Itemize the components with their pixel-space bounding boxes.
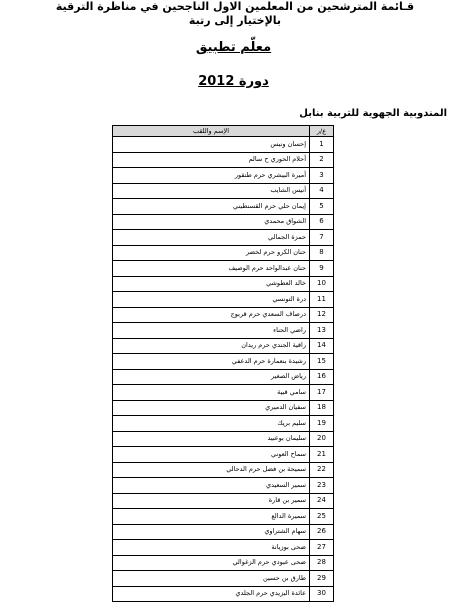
row-number: 27 — [310, 540, 334, 556]
candidates-table — [112, 125, 334, 602]
candidate-name: خالد العطوشي — [113, 276, 310, 292]
candidate-name: ضحى عبودي حرم الزغوالي — [113, 555, 310, 571]
row-number: 9 — [310, 261, 334, 277]
candidate-name: سهام الشتراوي — [113, 524, 310, 540]
row-number: 4 — [310, 183, 334, 199]
candidate-name: درة التونسي — [113, 292, 310, 308]
candidate-name: درصاف السعدي حرم قربوج — [113, 307, 310, 323]
candidate-name: حنان الكرو حرم لخضر — [113, 245, 310, 261]
table-row — [113, 168, 334, 184]
table-row — [113, 571, 334, 587]
row-number: 7 — [310, 230, 334, 246]
row-number: 16 — [310, 369, 334, 385]
table-row — [113, 493, 334, 509]
row-number: 11 — [310, 292, 334, 308]
document-subtitle: معلّم تطبيق — [195, 40, 272, 55]
candidate-name: حمزة الجمالي — [113, 230, 310, 246]
regional-office: المندوبية الجهوية للتربية بنابل — [299, 108, 447, 119]
row-number: 23 — [310, 478, 334, 494]
row-number: 24 — [310, 493, 334, 509]
row-number: 17 — [310, 385, 334, 401]
row-number: 15 — [310, 354, 334, 370]
candidate-name: أحلام الحوري ح سالم — [113, 152, 310, 168]
candidate-name: ضحى بوزيانة — [113, 540, 310, 556]
row-number: 18 — [310, 400, 334, 416]
row-number: 29 — [310, 571, 334, 587]
table-row — [113, 307, 334, 323]
document-title: قـائمة المترشحين من المعلمين الاول الناجحين في مناظرة الترقية بالإختيار إلى رتبة — [55, 0, 415, 27]
table-row — [113, 245, 334, 261]
candidate-name: أنيس الشايب — [113, 183, 310, 199]
table-row — [113, 152, 334, 168]
table-row — [113, 586, 334, 602]
row-number: 25 — [310, 509, 334, 525]
candidate-name: سميرة الدالع — [113, 509, 310, 525]
table-row — [113, 431, 334, 447]
candidate-name: عائدة البزيدي حرم الجلدي — [113, 586, 310, 602]
row-number: 12 — [310, 307, 334, 323]
table-row — [113, 416, 334, 432]
row-number: 30 — [310, 586, 334, 602]
row-number: 28 — [310, 555, 334, 571]
candidate-name: رشيدة بنعمارة حرم الدعفي — [113, 354, 310, 370]
candidate-name: إيمان حلي حرم القسنطيني — [113, 199, 310, 215]
row-number: 26 — [310, 524, 334, 540]
table-row — [113, 261, 334, 277]
candidate-name: راقية الجندي حرم ريدان — [113, 338, 310, 354]
table-row — [113, 338, 334, 354]
candidate-name: طارق بن حسين — [113, 571, 310, 587]
table-row — [113, 447, 334, 463]
candidate-name: سفيان الدميري — [113, 400, 310, 416]
table-row — [113, 214, 334, 230]
candidate-name: إحسان ونيس — [113, 137, 310, 153]
candidate-name: سليمان بوعبيد — [113, 431, 310, 447]
candidate-name: راضي الحناء — [113, 323, 310, 339]
row-number: 20 — [310, 431, 334, 447]
candidate-name: رياض الصغير — [113, 369, 310, 385]
candidate-name: أميرة البيشري حرم طنقور — [113, 168, 310, 184]
table-row — [113, 137, 334, 153]
table-row — [113, 369, 334, 385]
table-row — [113, 323, 334, 339]
row-number: 2 — [310, 152, 334, 168]
candidate-name: سميحة بن فضل حرم الدحالي — [113, 462, 310, 478]
row-number: 19 — [310, 416, 334, 432]
row-number: 14 — [310, 338, 334, 354]
table-row — [113, 354, 334, 370]
candidate-name: سامي قبية — [113, 385, 310, 401]
column-header-number: ع/ر — [310, 126, 334, 137]
row-number: 6 — [310, 214, 334, 230]
table-row — [113, 462, 334, 478]
table-row — [113, 385, 334, 401]
candidate-name: سمير السعيدي — [113, 478, 310, 494]
candidate-name: الشواق محمدي — [113, 214, 310, 230]
row-number: 1 — [310, 137, 334, 153]
column-header-name: الإسم واللقب — [113, 126, 310, 137]
table-row — [113, 230, 334, 246]
table-row — [113, 524, 334, 540]
table-row — [113, 400, 334, 416]
row-number: 3 — [310, 168, 334, 184]
candidate-name: حنان عبدالواحد حرم الوصيف — [113, 261, 310, 277]
row-number: 5 — [310, 199, 334, 215]
table-row — [113, 292, 334, 308]
row-number: 21 — [310, 447, 334, 463]
table-row — [113, 276, 334, 292]
session-year: دورة 2012 — [198, 74, 269, 89]
table-row — [113, 183, 334, 199]
row-number: 22 — [310, 462, 334, 478]
row-number: 8 — [310, 245, 334, 261]
row-number: 13 — [310, 323, 334, 339]
table-row — [113, 555, 334, 571]
table-row — [113, 540, 334, 556]
table-row — [113, 478, 334, 494]
candidate-name: سمير بن قارة — [113, 493, 310, 509]
table-row — [113, 509, 334, 525]
candidate-name: سماح العوني — [113, 447, 310, 463]
candidate-name: سليم بريك — [113, 416, 310, 432]
row-number: 10 — [310, 276, 334, 292]
table-header-row — [113, 126, 334, 137]
table-row — [113, 199, 334, 215]
